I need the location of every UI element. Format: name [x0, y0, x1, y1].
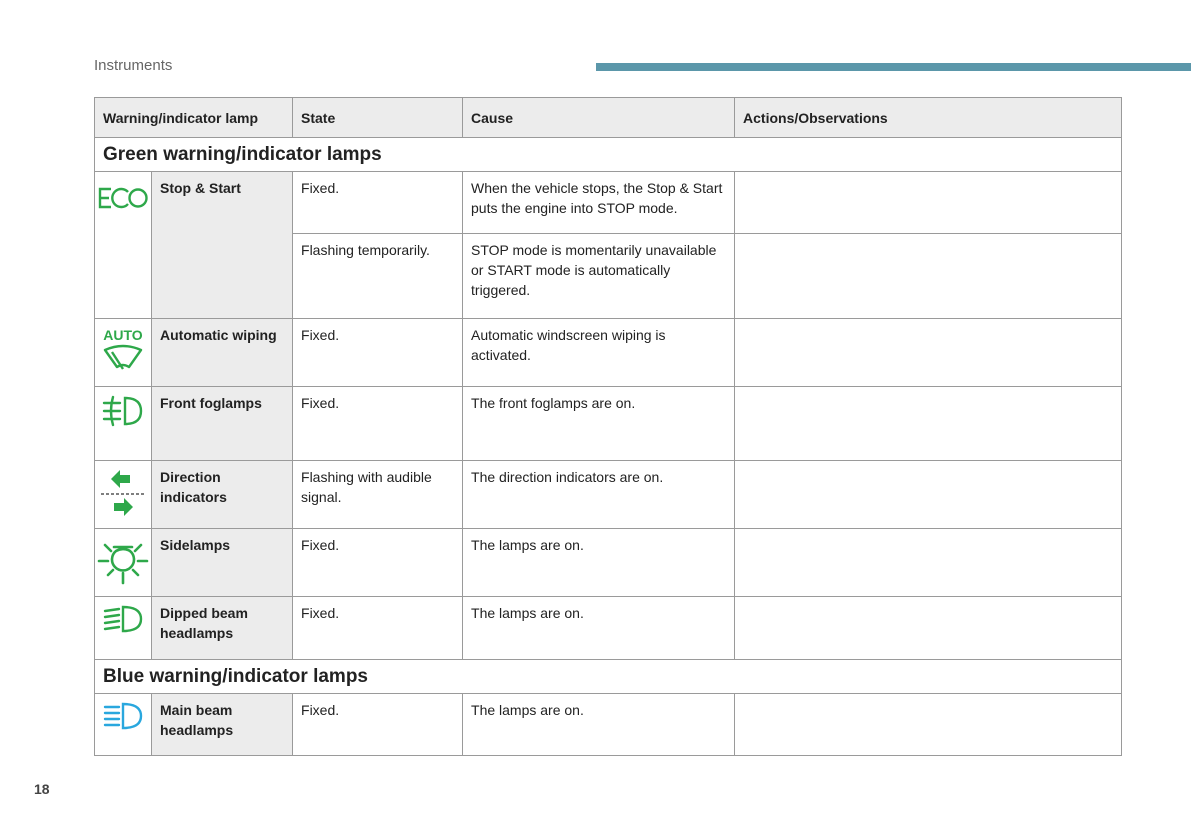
table-row — [95, 529, 1122, 597]
table-header-row — [95, 98, 1122, 138]
state-cell: Fixed. — [293, 319, 463, 387]
cause-cell: The lamps are on. — [463, 597, 735, 660]
icon-cell — [95, 172, 152, 319]
column-header-state: State — [293, 98, 463, 138]
front-foglamp-icon — [101, 393, 145, 429]
page-number: 18 — [34, 781, 50, 797]
table-row — [95, 597, 1122, 660]
icon-cell — [95, 597, 152, 660]
table-row — [95, 694, 1122, 756]
main-beam-icon — [101, 700, 145, 732]
section-row-blue — [95, 660, 1122, 694]
state-cell: Flashing temporarily. — [293, 234, 463, 319]
column-header-actions: Actions/Observations — [735, 98, 1122, 138]
auto-icon-label: AUTO — [103, 327, 143, 343]
dipped-beam-icon — [101, 603, 145, 635]
cause-cell: STOP mode is momentarily unavailable or START mode is automatically triggered. — [463, 234, 735, 319]
actions-cell — [735, 172, 1122, 234]
state-cell: Fixed. — [293, 387, 463, 461]
actions-cell — [735, 597, 1122, 660]
lamp-name: Front foglamps — [152, 387, 293, 461]
actions-cell — [735, 461, 1122, 529]
warning-lamps-table — [94, 97, 1122, 756]
cause-cell: The front foglamps are on. — [463, 387, 735, 461]
column-header-lamp: Warning/indicator lamp — [95, 98, 293, 138]
section-row-green — [95, 138, 1122, 172]
state-cell: Fixed. — [293, 694, 463, 756]
table-row — [95, 387, 1122, 461]
lamp-name: Dipped beam headlamps — [152, 597, 293, 660]
section-title-blue: Blue warning/indicator lamps — [95, 660, 1122, 694]
header-accent-bar — [596, 63, 1191, 71]
cause-cell: The direction indicators are on. — [463, 461, 735, 529]
cause-cell: Automatic windscreen wiping is activated. — [463, 319, 735, 387]
table-row — [95, 319, 1122, 387]
lamp-name: Main beam headlamps — [152, 694, 293, 756]
cause-cell: The lamps are on. — [463, 529, 735, 597]
icon-cell — [95, 319, 152, 387]
actions-cell — [735, 694, 1122, 756]
state-cell: Fixed. — [293, 172, 463, 234]
lamp-name: Stop & Start — [152, 172, 293, 319]
icon-cell — [95, 387, 152, 461]
section-title-green: Green warning/indicator lamps — [95, 138, 1122, 172]
cause-cell: When the vehicle stops, the Stop & Start puts the engine into STOP mode. — [463, 172, 735, 234]
actions-cell — [735, 529, 1122, 597]
state-cell: Fixed. — [293, 597, 463, 660]
page-header-title: Instruments — [94, 57, 173, 74]
eco-icon — [97, 186, 149, 210]
table-row — [95, 172, 1122, 234]
table-row — [95, 461, 1122, 529]
icon-cell — [95, 461, 152, 529]
sidelamps-icon — [96, 535, 150, 585]
direction-indicators-icon — [99, 467, 147, 517]
auto-wiper-icon — [99, 325, 147, 375]
state-cell: Fixed. — [293, 529, 463, 597]
cause-cell: The lamps are on. — [463, 694, 735, 756]
icon-cell — [95, 694, 152, 756]
actions-cell — [735, 387, 1122, 461]
actions-cell — [735, 234, 1122, 319]
actions-cell — [735, 319, 1122, 387]
icon-cell — [95, 529, 152, 597]
lamp-name: Direction indicators — [152, 461, 293, 529]
column-header-cause: Cause — [463, 98, 735, 138]
state-cell: Flashing with audible signal. — [293, 461, 463, 529]
lamp-name: Automatic wiping — [152, 319, 293, 387]
lamp-name: Sidelamps — [152, 529, 293, 597]
